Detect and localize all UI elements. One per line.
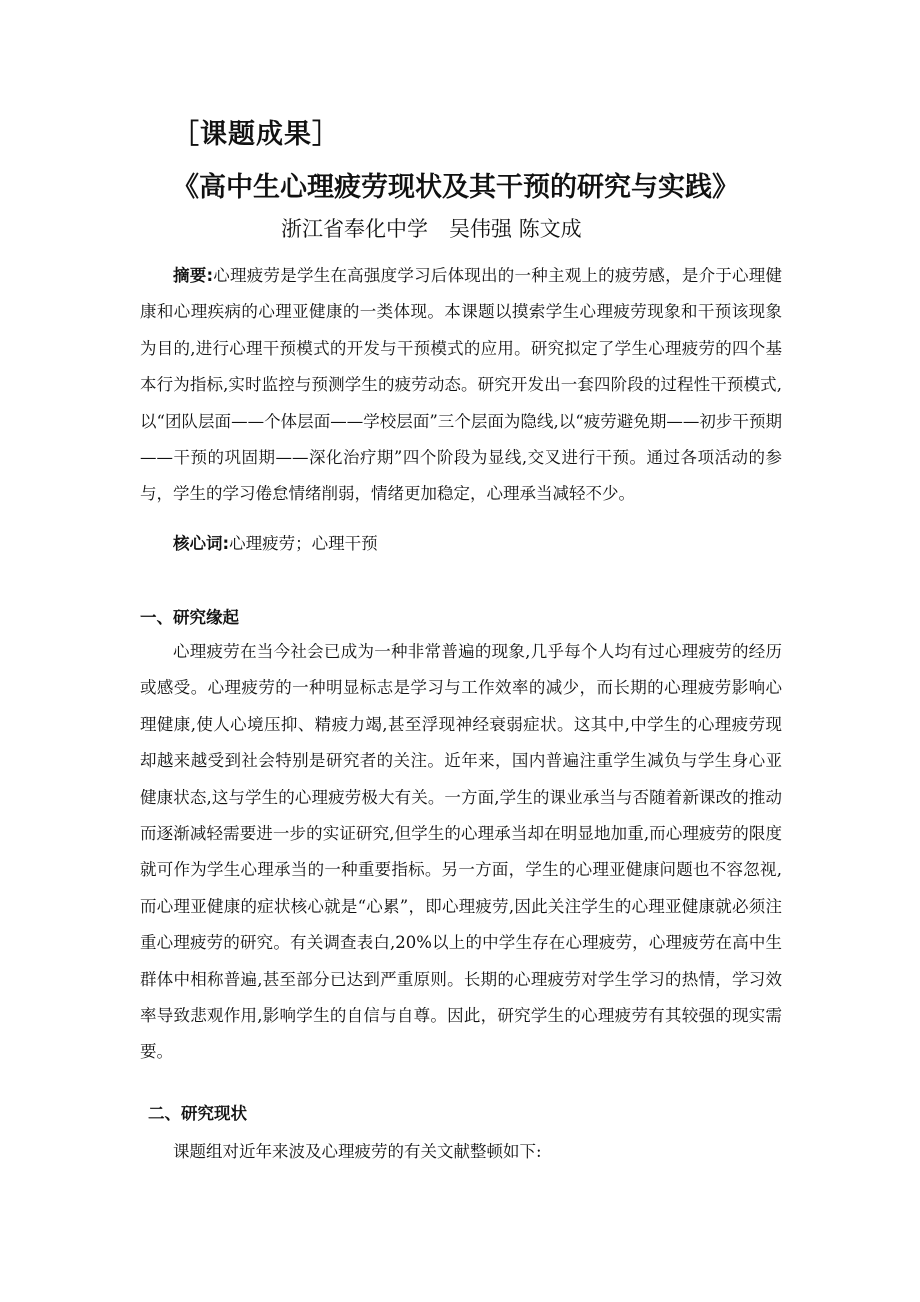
keywords-label: 核心词 [173,534,223,553]
keywords-colon: : [222,534,230,553]
abstract-colon: : [206,266,214,285]
document-tag: ［课题成果］ [172,119,340,150]
section2-heading: 二、研究现状 [148,1104,247,1123]
section1-body: 心理疲劳在当今社会已成为一种非常普遍的现象,几乎每个人均有过心理疲劳的经历或感受。心理疲劳的一种明显标志是学习与工作效率的减少，而长期的心理疲劳影响心理健康,使人心境压抑、精疲力竭,甚至浮现神经衰弱症状。这其中,中学生的心理疲劳现却越来越受到社会特别是研究者的关注。近年来，国内普遍注重学生减负与学生身心亚健康状态,这与学生的心理疲劳极大有关。一方面,学生的课业承当与否随着新课改的推动而逐渐减轻需要进一步的实证研究,但学生的心理承当却在明显地加重,而心理疲劳的限度就可作为学生心理承当的一种重要指标。另一方面，学生的心理亚健康问题也不容忽视,而心理亚健康的症状核心就是“心累”，即心理疲劳,因此关注学生的心理亚健康就必须注重心理疲劳的研究。有关调查表白,20%以上的中学生存在心理疲劳，心理疲劳在高中生群体中相称普遍,甚至部分已达到严重原则。长期的心理疲劳对学生学习的热情，学习效率导致悲观作用,影响学生的自信与自尊。因此，研究学生的心理疲劳有其较强的现实需要。 [140,642,782,1062]
section2-intro: 课题组对近年来波及心理疲劳的有关文献整顿如下: [173,1142,542,1161]
abstract-text: 心理疲劳是学生在高强度学习后体现出的一种主观上的疲劳感，是介于心理健康和心理疾病的心理亚健康的一类体现。本课题以摸索学生心理疲劳现象和干预该现象为目的,进行心理干预模式的开发与干预模式的应用。研究拟定了学生心理疲劳的四个基本行为指标,实时监控与预测学生的疲劳动态。研究开发出一套四阶段的过程性干预模式,以“团队层面——个体层面——学校层面”三个层面为隐线,以“疲劳避免期——初步干预期——干预的巩固期——深化治疗期”四个阶段为显线,交叉进行干预。通过各项活动的参与，学生的学习倦怠情绪削弱，情绪更加稳定，心理承当减轻不少。 [140,266,783,504]
document-title: 《高中生心理疲劳现状及其干预的研究与实践》 [172,172,739,203]
document-authors: 浙江省奉化中学 吴伟强 陈文成 [281,217,582,241]
section1-heading: 一、研究缘起 [140,608,239,627]
keywords-line [173,530,378,554]
abstract-paragraph [140,258,782,513]
abstract-label: 摘要 [173,266,207,285]
keywords-text: 心理疲劳；心理干预 [229,534,378,553]
